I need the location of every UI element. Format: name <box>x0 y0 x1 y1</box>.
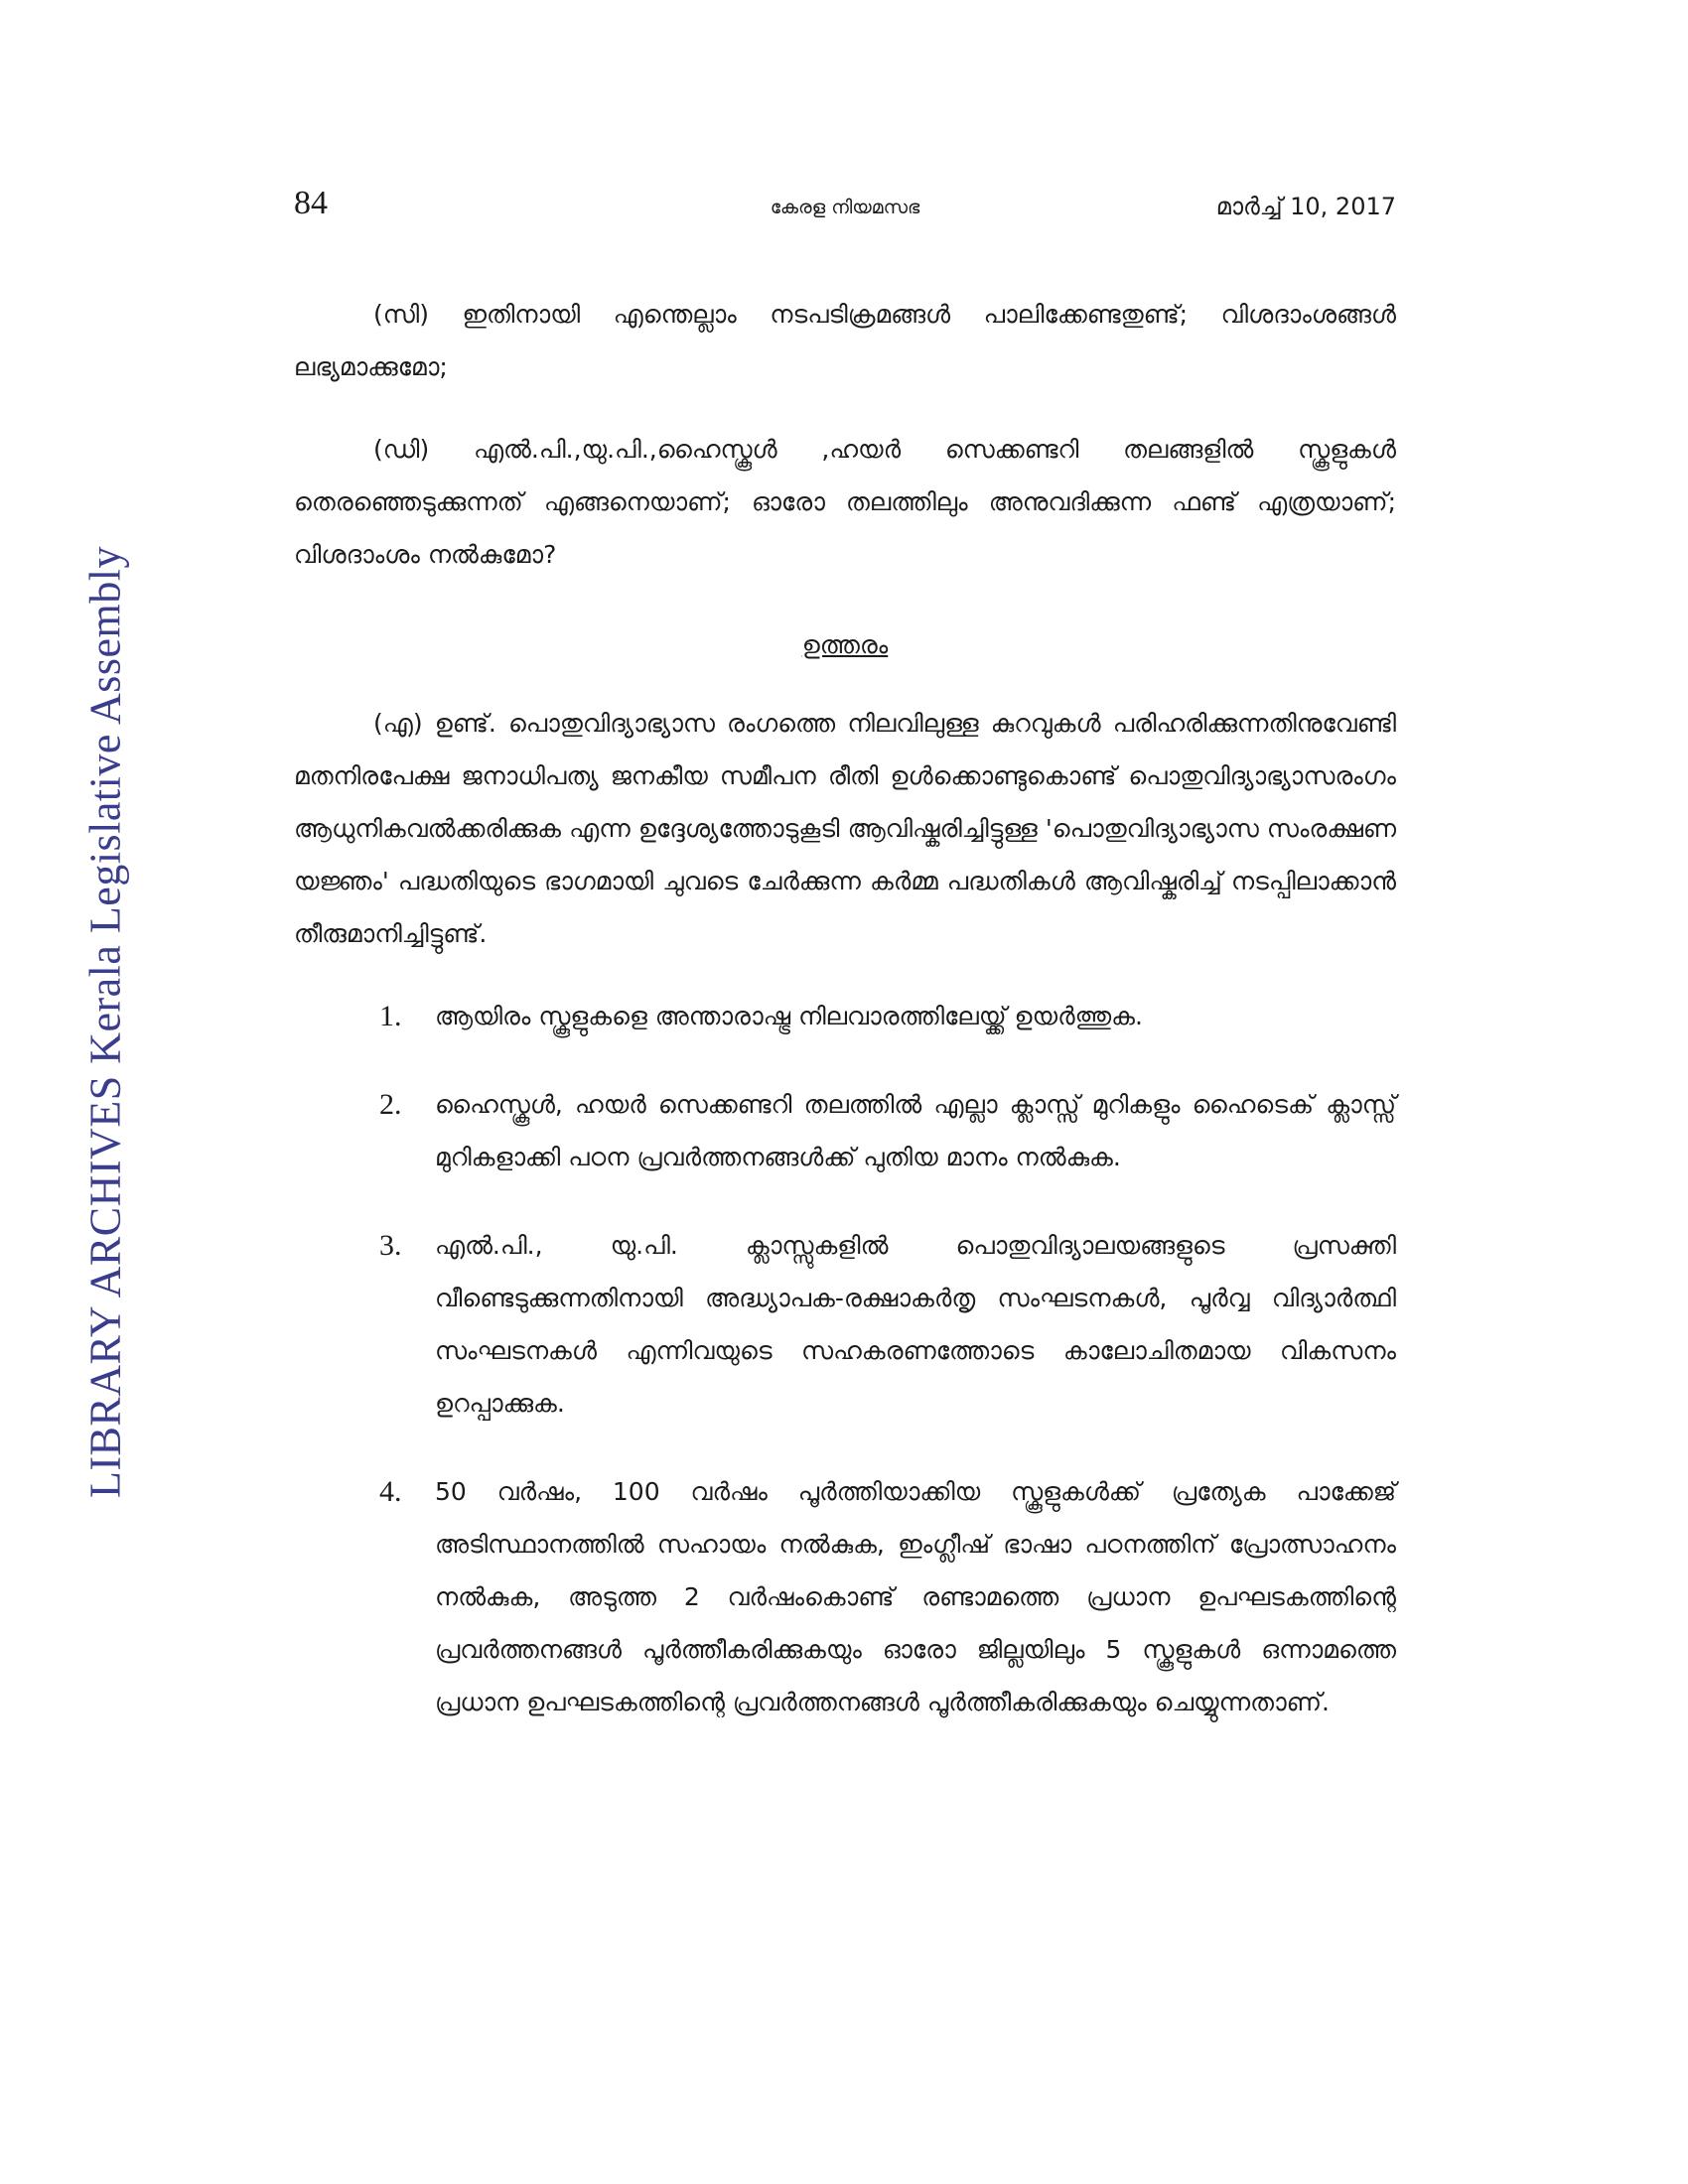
page-number: 84 <box>294 185 328 221</box>
list-item-text: ആയിരം സ്കൂളുകളെ അന്താരാഷ്ട്ര നിലവാരത്തിലേയ്ക്ക് ഉയർത്തുക. <box>435 1002 1143 1030</box>
list-item-number: 2. <box>379 1088 402 1121</box>
answer-heading: ഉത്തരം <box>801 630 889 659</box>
archive-watermark: LIBRARY ARCHIVES Kerala Legislative Assembly <box>80 546 130 1498</box>
list-item <box>294 1078 1396 1183</box>
action-plan-list <box>294 990 1396 1728</box>
list-item-text: 50 വർഷം, 100 വർഷം പൂർത്തിയാക്കിയ സ്കൂളുകൾക്ക് പ്രത്യേക പാക്കേജ് അടിസ്ഥാനത്തിൽ സഹായം നൽകുക, ഇംഗ്ലീഷ് ഭാഷാ പഠനത്തിന് പ്രോത്സാഹനം നൽകുക, അടുത്ത 2 വർഷംകൊണ്ട് രണ്ടാമത്തെ പ്രധാന ഉപഘടകത്തിന്റെ പ്രവർത്തനങ്ങൾ പൂർത്തീകരിക്കുകയും ഓരോ ജില്ലയിലും 5 സ്കൂളുകൾ ഒന്നാമത്തെ പ്രധാന ഉപഘടകത്തിന്റെ പ്രവർത്തനങ്ങൾ പൂർത്തീകരിക്കുകയും ചെയ്യുന്നതാണ്. <box>435 1477 1396 1716</box>
list-item <box>294 1219 1396 1430</box>
document-body <box>294 288 1396 1764</box>
list-item-number: 1. <box>379 1000 402 1032</box>
list-item-text: എൽ.പി., യു.പി. ക്ലാസ്സുകളിൽ പൊതുവിദ്യാലയങ്ങളുടെ പ്രസക്തി വീണ്ടെടുക്കുന്നതിനായി അദ്ധ്യാപക-രക്ഷാകർതൃ സംഘടനകൾ, പൂർവ്വ വിദ്യാർത്ഥി സംഘടനകൾ എന്നിവയുടെ സഹകരണത്തോടെ കാലോചിതമായ വികസനം ഉറപ്പാക്കുക. <box>435 1231 1396 1418</box>
answer-part-a: (എ) ഉണ്ട്. പൊതുവിദ്യാഭ്യാസ രംഗത്തെ നിലവിലുള്ള കുറവുകൾ പരിഹരിക്കുന്നതിനുവേണ്ടി മതനിരപേക്ഷ ജനാധിപത്യ ജനകീയ സമീപന രീതി ഉൾക്കൊണ്ടുകൊണ്ട് പൊതുവിദ്യാഭ്യാസരംഗം ആധുനികവൽക്കരിക്കുക എന്ന ഉദ്ദേശ്യത്തോടുകൂടി ആവിഷ്കരിച്ചിട്ടുള്ള 'പൊതുവിദ്യാഭ്യാസ സംരക്ഷണ യജ്ഞം' പദ്ധതിയുടെ ഭാഗമായി ചുവടെ ചേർക്കുന്ന കർമ്മ പദ്ധതികൾ ആവിഷ്കരിച്ച് നടപ്പിലാക്കാൻ തീരുമാനിച്ചിട്ടുണ്ട്. <box>294 709 1396 948</box>
list-item-number: 4. <box>379 1475 402 1508</box>
list-item <box>294 1465 1396 1728</box>
question-part-d: (ഡി) എൽ.പി.,യു.പി.,ഹൈസ്കൂൾ ,ഹയർ സെക്കണ്ടറി തലങ്ങളിൽ സ്കൂളുകൾ തെരഞ്ഞെടുക്കുന്നത് എങ്ങനെയാണ്; ഓരോ തലത്തിലും അനുവദിക്കുന്ന ഫണ്ട് എത്രയാണ്; വിശദാംശം നൽകുമോ? <box>294 435 1396 569</box>
list-item-text: ഹൈസ്കൂൾ, ഹയർ സെക്കണ്ടറി തലത്തിൽ എല്ലാ ക്ലാസ്സ് മുറികളും ഹൈടെക് ക്ലാസ്സ് മുറികളാക്കി പഠന പ്രവർത്തനങ്ങൾക്ക് പുതിയ മാനം നൽകുക. <box>435 1090 1396 1171</box>
header-title: കേരള നിയമസഭ <box>770 197 920 218</box>
question-part-c: (സി) ഇതിനായി എന്തെല്ലാം നടപടിക്രമങ്ങൾ പാലിക്കേണ്ടതുണ്ട്; വിശദാംശങ്ങൾ ലഭ്യമാക്കുമോ; <box>294 300 1396 381</box>
list-item-number: 3. <box>379 1229 402 1262</box>
list-item <box>294 990 1396 1042</box>
header-date: മാർച്ച് 10, 2017 <box>1215 193 1396 220</box>
page-header <box>294 181 1396 240</box>
